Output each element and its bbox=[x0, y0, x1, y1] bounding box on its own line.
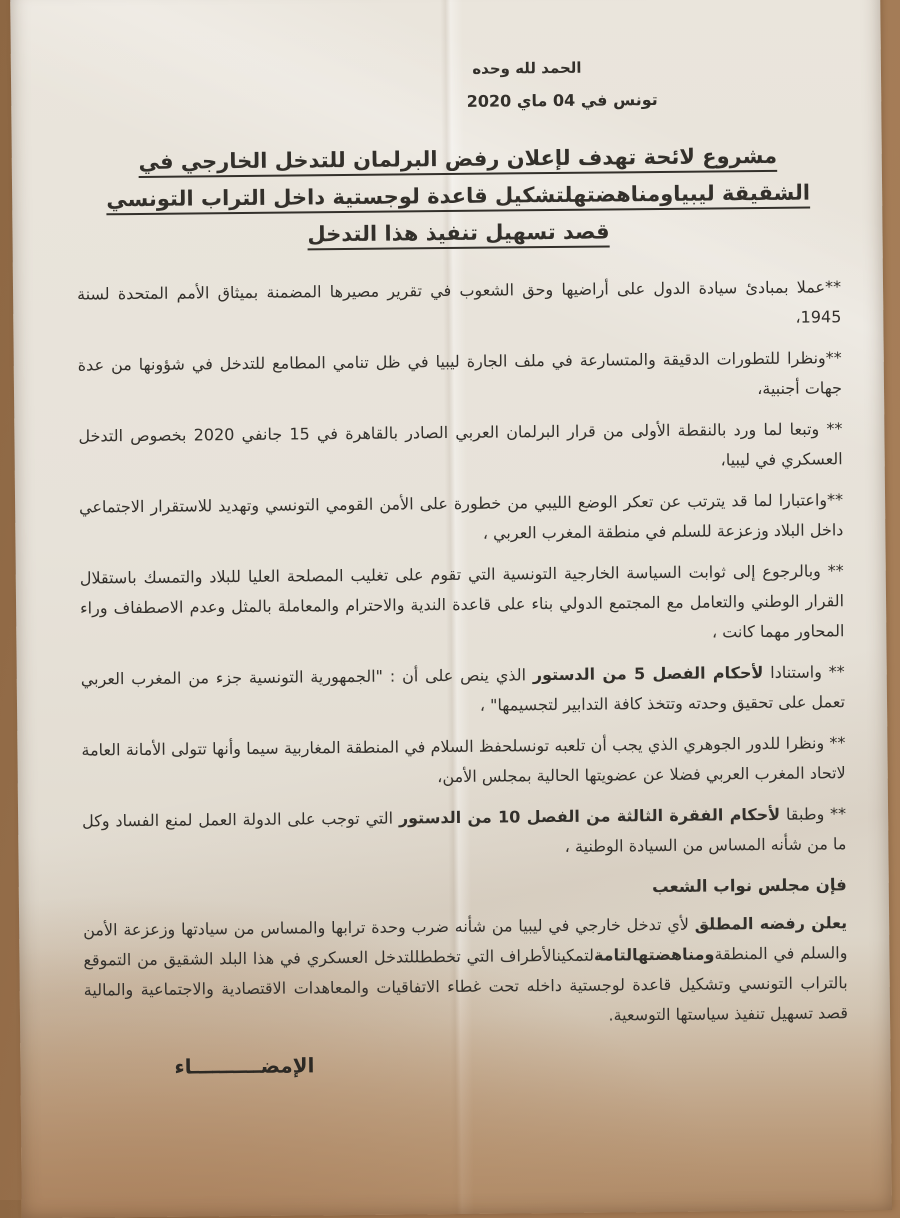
paragraph: ** واستنادا لأحكام الفصل 5 من الدستور الذي ينص على أن : "الجمهورية التونسية جزء من المغرب العربي تعمل على تحقيق وحدته وتتخذ كافة التدابير لتجسيمها" ، bbox=[80, 662, 846, 715]
paragraph: **واعتبارا لما قد يترتب عن تعكر الوضع الليبي من خطورة على الأمن القومي التونسي وتهديد للاستقرار الاجتماعي داخل البلاد وزعزعة للسلم في منطقة المغرب العربي ، bbox=[79, 490, 844, 543]
paragraph: ** وطبقا لأحكام الفقرة الثالثة من الفصل 10 من الدستور التي توجب على الدولة العمل لمنع الفساد وكل ما من شأنه المساس من السيادة الوطنية ، bbox=[82, 804, 847, 856]
document-content bbox=[10, 0, 892, 1218]
date-line: تونس في 04 ماي 2020 bbox=[466, 89, 658, 111]
document-title bbox=[76, 137, 841, 255]
signature-label: الإمضــــــــــاء bbox=[174, 1053, 315, 1079]
resolution-heading: فإن مجلس نواب الشعب bbox=[652, 875, 847, 897]
paragraph: ** ونظرا للدور الجوهري الذي يجب أن تلعبه تونسلحفظ السلام في المنطقة المغاربية سيما وأنها تتولى الأمانة العامة لاتحاد المغرب العربي فضلا عن عضويتها الحالية بمجلس الأمن، bbox=[81, 733, 846, 787]
paragraph: ** وبالرجوع إلى ثوابت السياسة الخارجية التونسية التي تقوم على تغليب المصلحة العليا للبلاد والتمسك باستقلال القرار الوطني والتعامل مع المجتمع الدولي بناء على قاعدة الندية والاحترام والمعاملة بالمثل وعدم الاصطفاف وراء المحاور مهما كانت ، bbox=[79, 561, 845, 642]
document-header bbox=[235, 57, 779, 113]
title-line-3: قصد تسهيل تنفيذ هذا التدخل bbox=[307, 219, 610, 247]
resolution-paragraph: يعلن رفضه المطلق لأي تدخل خارجي في ليبيا من شأنه ضرب وحدة ترابها والمساس من سيادتها وزعزعة الأمن والسلم في المنطقةومناهضتهالتامةلتمكينالأطراف التي تخططللتدخل العسكري في هذا البلد الشقيق من التموقع بالتراب التونسي وتشكيل قاعدة لوجستية داخله تحت غطاء الاتفاقيات والمعاهدات الاقتصادية والاجتماعية والمالية قصد تسهيل تنفيذ سياستها التوسعية. bbox=[83, 913, 849, 1025]
paragraph: **عملا بمبادئ سيادة الدول على أراضيها وحق الشعوب في تقرير مصيرها المضمنة بميثاق الأمم المتحدة لسنة 1945، bbox=[76, 277, 842, 327]
paragraph: ** وتبعا لما ورد بالنقطة الأولى من قرار البرلمان العربي الصادر بالقاهرة في 15 جانفي 2020 بخصوص التدخل العسكري في ليبيا، bbox=[78, 419, 843, 470]
preamble-paragraphs bbox=[77, 272, 847, 866]
title-line-2: الشقيقة ليبياومناهضتهلتشكيل قاعدة لوجستية داخل التراب التونسي bbox=[106, 180, 811, 212]
paper-sheet bbox=[10, 0, 892, 1218]
paragraph: **ونظرا للتطورات الدقيقة والمتسارعة في ملف الجارة ليبيا في ظل تنامي المطامع للتدخل في شؤونها من عدة جهات أجنبية، bbox=[77, 348, 843, 399]
title-line-1: مشروع لائحة تهدف لإعلان رفض البرلمان للتدخل الخارجي في bbox=[138, 143, 778, 174]
invocation-line: الحمد لله وحده bbox=[472, 58, 582, 78]
